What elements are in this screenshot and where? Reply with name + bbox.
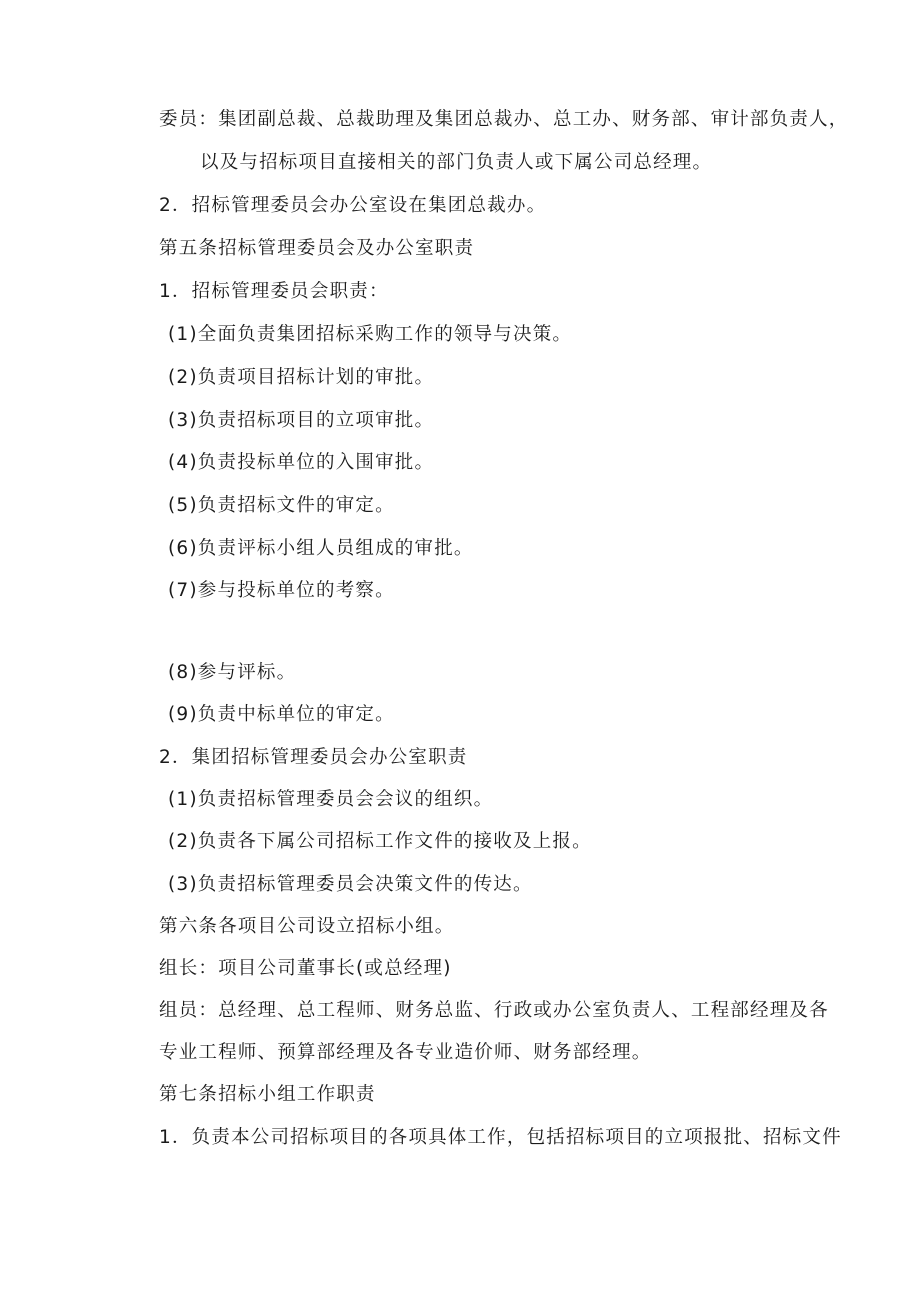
group-members-line-2: 专业工程师、预算部经理及各专业造价师、财务部经理。	[159, 1042, 652, 1063]
office-duty-2: (2)负责各下属公司招标工作文件的接收及上报。	[168, 831, 592, 852]
committee-duty-9: (9)负责中标单位的审定。	[168, 704, 395, 725]
committee-duty-2: (2)负责项目招标计划的审批。	[168, 367, 435, 388]
committee-duty-3: (3)负责招标项目的立项审批。	[168, 410, 435, 431]
office-duty-3: (3)负责招标管理委员会决策文件的传达。	[168, 874, 533, 895]
group-members-line-1: 组员：总经理、总工程师、财务总监、行政或办公室负责人、工程部经理及各	[159, 1000, 829, 1021]
office-duties-heading: 2．集团招标管理委员会办公室职责	[159, 747, 468, 768]
article-7-heading: 第七条招标小组工作职责	[159, 1084, 376, 1105]
group-leader-line: 组长：项目公司董事长(或总经理)	[159, 958, 452, 979]
committee-duty-5: (5)负责招标文件的审定。	[168, 495, 395, 516]
article-6-heading: 第六条各项目公司设立招标小组。	[159, 916, 455, 937]
office-duty-1: (1)负责招标管理委员会会议的组织。	[168, 789, 494, 810]
committee-duty-7: (7)参与投标单位的考察。	[168, 580, 395, 601]
committee-duty-6: (6)负责评标小组人员组成的审批。	[168, 538, 474, 559]
committee-members-line-1: 委员：集团副总裁、总裁助理及集团总裁办、总工办、财务部、审计部负责人，	[159, 109, 849, 130]
committee-duty-8: (8)参与评标。	[168, 662, 297, 683]
committee-duty-1: (1)全面负责集团招标采购工作的领导与决策。	[168, 324, 573, 345]
committee-duty-4: (4)负责投标单位的入围审批。	[168, 452, 435, 473]
committee-duties-heading: 1．招标管理委员会职责：	[159, 281, 389, 302]
committee-members-line-2: 以及与招标项目直接相关的部门负责人或下属公司总经理。	[200, 152, 713, 173]
article-5-heading: 第五条招标管理委员会及办公室职责	[159, 238, 475, 259]
group-duty-1: 1．负责本公司招标项目的各项具体工作，包括招标项目的立项报批、招标文件	[159, 1127, 842, 1148]
office-location-item: 2．招标管理委员会办公室设在集团总裁办。	[159, 195, 547, 216]
